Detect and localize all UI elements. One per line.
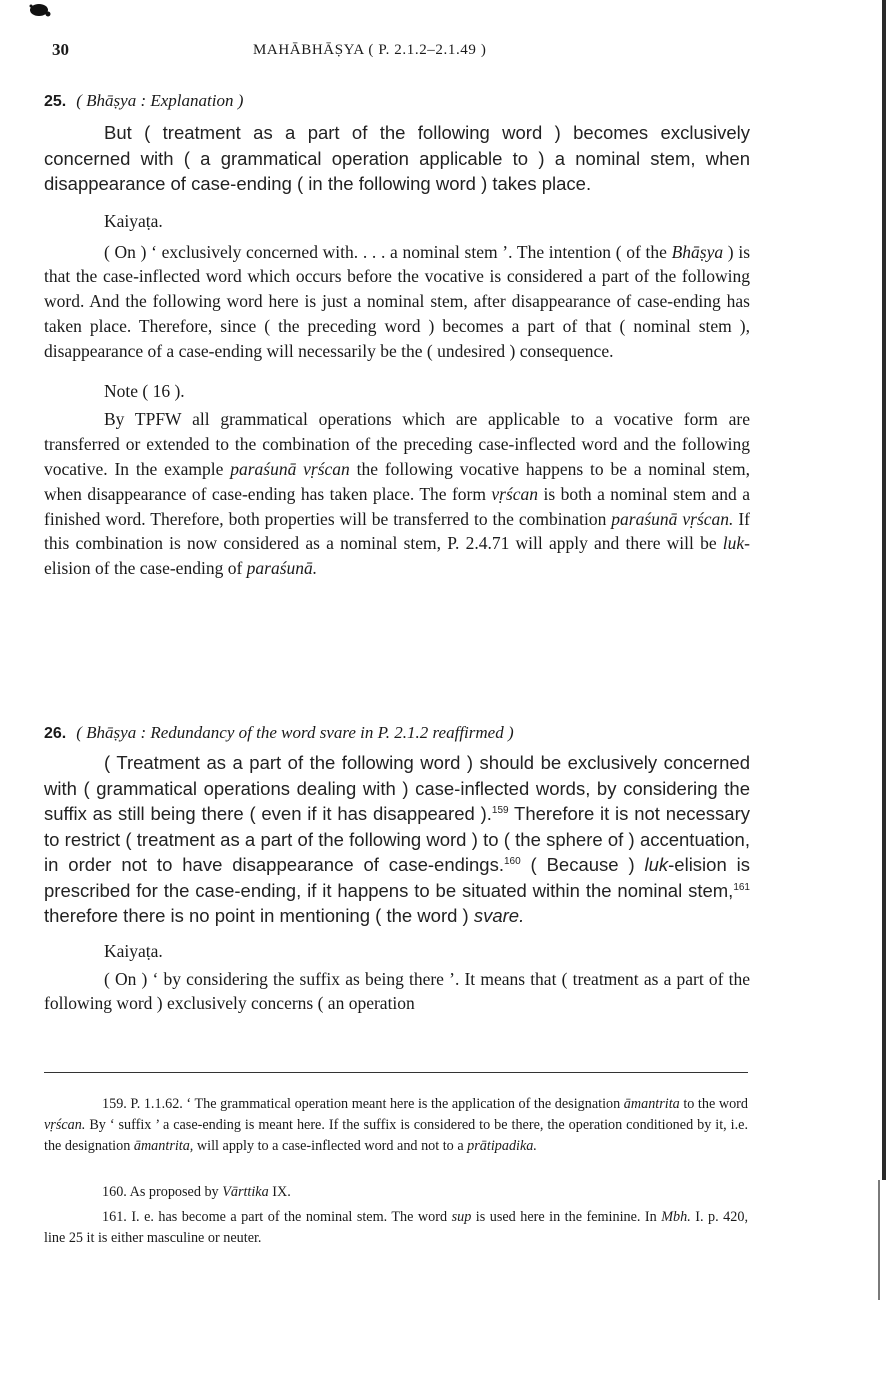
section-26-title: ( Bhāṣya : Redundancy of the word svare in P. 2.1.2 reaffirmed ) — [76, 723, 514, 742]
footnote-ref-161[interactable]: 161 — [733, 881, 750, 893]
section-26-heading — [44, 720, 750, 746]
ink-blot-mark — [28, 2, 52, 18]
footnote-ref-159[interactable]: 159 — [491, 804, 509, 816]
section-25-title: ( Bhāṣya : Explanation ) — [76, 91, 244, 110]
section-26 — [44, 720, 750, 1016]
kaiyata-commentary-1: ( On ) ‘ exclusively concerned with. . . . a nominal stem ’. The intention ( of the Bhāṣya ) is that the case-inflected word which occurs before the vocative is considered a part of the following word. And the following word here is just a nominal stem, after disappearance of case-ending has taken place. Therefore, since ( the preceding word ) becomes a part of that ( nominal stem ), disappearance of a case-ending will necessarily be the ( undesired ) consequence. — [44, 241, 751, 361]
footnote-160: 160. As proposed by Vārttika IX. — [102, 1184, 291, 1201]
note-16-label: Note ( 16 ). — [104, 381, 185, 402]
page-number: 30 — [52, 40, 69, 59]
section-25-text: But ( treatment as a part of the following word ) becomes exclusively concerned with ( a grammatical operation applicable to ) a nominal stem, when disappearance of case-ending ( in the following word ) takes place. — [44, 122, 750, 194]
running-head: MAHĀBHĀṢYA ( P. 2.1.2–2.1.49 ) — [253, 42, 487, 58]
page-edge-shadow-lower — [878, 1180, 880, 1300]
footnote-159: 159. P. 1.1.62. ‘ The grammatical operation meant here is the application of the designation āmantrita to the word vṛścan. By ‘ suffix ’ a case-ending is meant here. If the suffix is considered to be there, the operation conditioned by it, i.e. the designation āmantrita, will apply to a case-inflected word and not to a prātipadika. — [44, 1096, 748, 1155]
footnote-161: 161. I. e. has become a part of the nominal stem. The word sup is used here in the feminine. In Mbh. I. p. 420, line 25 it is either masculine or neuter. — [44, 1209, 748, 1247]
note-16-text: By TPFW all grammatical operations which are applicable to a vocative form are transferred or extended to the combination of the preceding case-inflected word and the following vocative. In the example paraśunā vṛścan the following vocative happens to be a nominal stem, when disappearance of case-ending has taken place. The form vṛścan is both a nominal stem and a finished word. Therefore, both properties will be transferred to the combination paraśunā vṛścan. If this combination is now considered as a nominal stem, P. 2.4.71 will apply and there will be luk-elision of the case-ending of paraśunā. — [44, 409, 751, 579]
section-25-number: 25. — [44, 93, 67, 110]
page-header — [0, 40, 895, 66]
footnote-ref-160[interactable]: 160 — [503, 855, 521, 867]
page-edge-shadow — [882, 0, 886, 1180]
section-26-number: 26. — [44, 725, 67, 742]
footnote-divider — [44, 1072, 748, 1073]
section-25-heading — [44, 88, 750, 114]
kaiyata-label-1: Kaiyaṭa. — [104, 210, 163, 231]
section-26-text: ( Treatment as a part of the following word ) should be exclusively concerned with ( grammatical operations dealing with ) case-inflected words, by considering the suffix as still being there ( even if it has disappeared ).$^{159}$ Therefore it is not necessary to restrict ( treatment as a part of the following word ) to ( the sphere of ) accentuation, in order not to have disappearance of case-endings.$^{160}$ ( Because ) luk-elision is prescribed for the case-ending, if it happens to be situated within the nominal stem,$^{161}$ therefore there is no point in mentioning ( the word ) svare. — [44, 752, 751, 926]
kaiyata-commentary-2: ( On ) ‘ by considering the suffix as being there ’. It means that ( treatment as a part of the following word ) exclusively concerns ( an operation — [44, 968, 750, 1014]
kaiyata-label-2: Kaiyaṭa. — [104, 940, 163, 961]
section-25 — [44, 88, 750, 581]
